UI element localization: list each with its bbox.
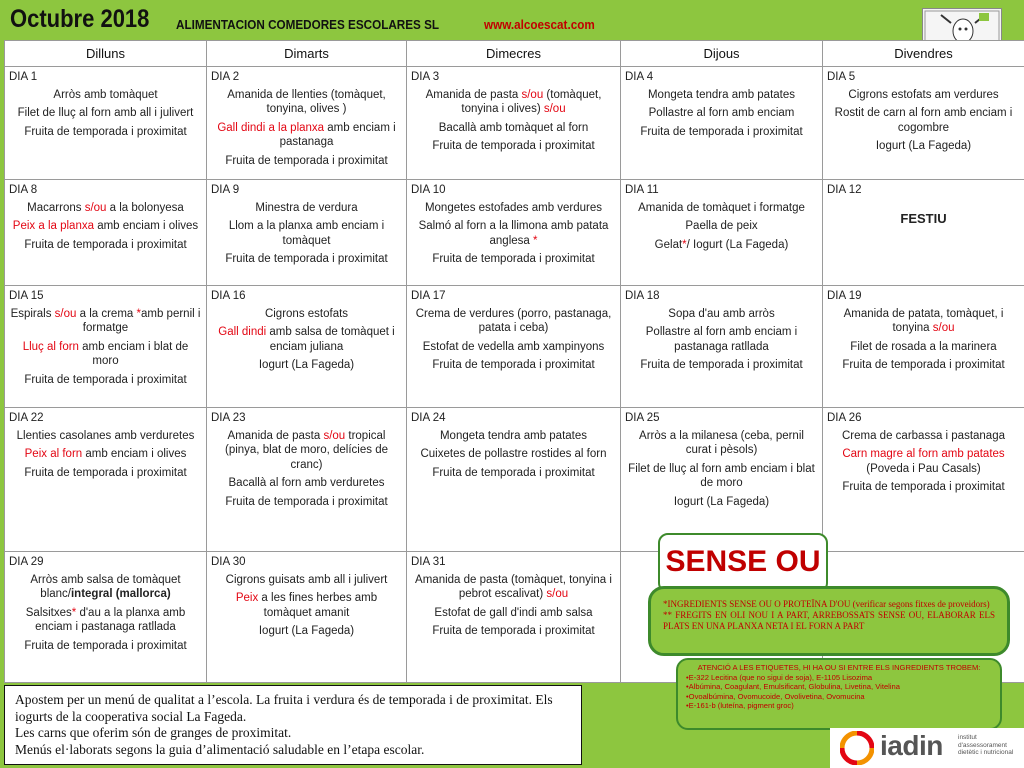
dish-text: amb enciam i pastanaga — [279, 121, 396, 148]
highlighted-text: Lluç al forn — [22, 340, 79, 353]
dish-line — [411, 429, 616, 444]
dish-text: Gelat — [654, 238, 683, 251]
week-row — [5, 180, 1024, 286]
highlighted-text: Peix a la planxa — [12, 220, 94, 232]
dish-text: Pollastre al forn amb enciam i pastanaga ratllada — [645, 326, 798, 353]
highlighted-text: s/ou — [543, 103, 566, 115]
dish-text: Amanida de pasta — [425, 88, 522, 101]
day-cell — [207, 552, 407, 683]
dish-line — [9, 447, 202, 462]
week-row — [5, 286, 1024, 408]
dish-line — [411, 624, 616, 639]
dish-text: Fruita de temporada i proximitat — [24, 238, 187, 251]
day-number: DIA 1 — [9, 71, 38, 83]
dish-line — [625, 429, 818, 458]
dish-line — [411, 139, 616, 154]
dish-text: Arròs amb tomàquet — [53, 88, 158, 101]
dish-text: Mongeta tendra amb patates — [647, 88, 796, 101]
dish-line — [625, 219, 818, 234]
dish-text: Paella de peix — [685, 220, 758, 232]
day-cell — [407, 286, 621, 408]
day-cell — [5, 408, 207, 552]
dish-line — [411, 307, 616, 336]
highlighted-text: * — [136, 307, 141, 320]
dish-text: Bacallà amb tomàquet al forn — [438, 121, 589, 134]
info-line: Menús el·laborats segons la guia d’alimentació saludable en l’etapa escolar. — [15, 741, 425, 757]
day-cell — [621, 67, 823, 180]
dish-text: Fruita de temporada i proximitat — [640, 359, 803, 371]
dish-text: Cuixetes de pollastre rostides al forn — [420, 448, 607, 460]
company-name: ALIMENTACION COMEDORES ESCOLARES SL — [176, 17, 440, 32]
info-line: Apostem per un menú de qualitat a l’escola. La fruita i verdura és de temporada i de proximitat. Els iogurts de la cooperativa social La Fageda. — [15, 692, 553, 724]
dish-line — [827, 340, 1020, 355]
dish-text: Fruita de temporada i proximitat — [24, 466, 187, 479]
label-warning-note — [676, 658, 1002, 730]
egg-free-note-line: ** FREGITS EN OLI NOU I A PART, ARREBOSSATS SENSE OU, ELABORAR ELS PLATS EN UNA PLANXA NETA I EL FORN A PART — [663, 610, 995, 631]
weekday-header: Dimecres — [407, 41, 621, 67]
egg-free-note-text — [663, 599, 995, 632]
dish-line — [827, 88, 1020, 103]
highlighted-text: Peix al forn — [24, 448, 83, 460]
dish-text: Mongetes estofades amb verdures — [424, 201, 603, 214]
dish-line — [211, 88, 402, 117]
dish-line — [625, 125, 818, 140]
dish-text: Arròs a la milanesa (ceba, pernil curat i pèsols) — [639, 429, 804, 456]
dish-line — [211, 307, 402, 322]
week-row — [5, 408, 1024, 552]
dish-line — [211, 476, 402, 491]
dish-text: Fruita de temporada i proximitat — [225, 495, 388, 508]
dish-text: Estofat de gall d'indi amb salsa — [434, 606, 593, 619]
day-number: DIA 12 — [827, 184, 862, 196]
day-number: DIA 31 — [411, 556, 446, 568]
dish-text: Llom a la planxa amb enciam i tomàquet — [228, 220, 385, 247]
dish-line — [9, 88, 202, 103]
day-cell — [823, 286, 1024, 408]
dish-line — [9, 125, 202, 140]
dish-text: amb enciam i olives — [82, 448, 187, 460]
day-number: DIA 29 — [9, 556, 44, 568]
dish-text: integral (mallorca) — [70, 588, 171, 600]
dish-line — [625, 106, 818, 121]
label-warning-item: •Ovoalbúmina, Ovomucoide, Ovolivetina, Ovomucina — [686, 691, 865, 701]
header — [0, 0, 1024, 40]
day-cell — [823, 408, 1024, 552]
website-link[interactable]: www.alcoescat.com — [484, 17, 595, 32]
dish-line — [827, 139, 1020, 154]
weekday-header: Dilluns — [5, 41, 207, 67]
dish-text: Rostit de carn al forn amb enciam i cogombre — [834, 107, 1013, 134]
week-row — [5, 67, 1024, 180]
dish-text: tropical (pinya, blat de moro, delícies de cranc) — [224, 429, 388, 471]
dish-line — [211, 624, 402, 639]
dish-line — [9, 573, 202, 602]
highlighted-text: s/ou — [54, 307, 77, 320]
dish-line — [625, 358, 818, 373]
day-cell — [5, 180, 207, 286]
dish-line — [9, 639, 202, 654]
dish-line — [625, 238, 818, 253]
dish-line — [411, 201, 616, 216]
day-cell — [207, 180, 407, 286]
dish-line — [9, 238, 202, 253]
dish-text: Pollastre al forn amb enciam — [648, 107, 795, 119]
day-cell — [823, 180, 1024, 286]
egg-free-note-line: *INGREDIENTS SENSE OU O PROTEÏNA D'OU (verificar segons fitxes de proveidors) — [663, 599, 990, 609]
dish-text: Minestra de verdura — [255, 201, 358, 214]
dish-line — [9, 429, 202, 444]
dish-text: Fruita de temporada i proximitat — [432, 253, 595, 265]
highlighted-text: * — [533, 234, 538, 247]
dish-text: a la bolonyesa — [106, 201, 184, 214]
dish-text: Fruita de temporada i proximitat — [432, 625, 595, 637]
weekday-header: Divendres — [823, 41, 1024, 67]
day-number: DIA 2 — [211, 71, 240, 83]
dish-text: Crema de verdures (porro, pastanaga, patata i ceba) — [415, 307, 612, 334]
label-warning-item: •E-322 Lecitina (que no sigui de soja), E-1105 Lisozima — [686, 672, 873, 682]
dish-text: Iogurt (La Fageda) — [258, 359, 355, 371]
dish-line — [211, 252, 402, 267]
dish-text: Crema de carbassa i pastanaga — [841, 429, 1005, 442]
day-number: DIA 4 — [625, 71, 654, 83]
dish-text: Filet de lluç al forn amb enciam i blat de moro — [628, 462, 815, 489]
iadin-circle-icon — [840, 731, 874, 765]
dish-text: Salsitxes — [25, 606, 72, 619]
dish-line — [211, 573, 402, 588]
dish-text: Cigrons estofats — [264, 307, 349, 320]
highlighted-text: Carn magre al forn amb patates — [842, 448, 1005, 460]
dish-text: amb enciam i blat de moro — [78, 340, 189, 367]
dish-line — [411, 358, 616, 373]
label-warning-item: •Albúmina, Coagulant, Emulsificant, Globulina, Livetina, Vitelina — [686, 682, 900, 692]
dish-line — [625, 462, 818, 491]
dish-line — [411, 340, 616, 355]
dish-text: Llenties casolanes amb verduretes — [16, 429, 195, 442]
dish-line — [625, 201, 818, 216]
dish-text: Fruita de temporada i proximitat — [432, 359, 595, 371]
dish-text: Fruita de temporada i proximitat — [640, 125, 803, 138]
day-number: DIA 3 — [411, 71, 440, 83]
dish-line — [9, 307, 202, 336]
label-warning-item: •E-161-b (luteína, pigment groc) — [686, 701, 794, 711]
holiday-label: FESTIU — [900, 210, 947, 226]
dish-line — [827, 358, 1020, 373]
day-cell — [407, 408, 621, 552]
dish-text: amb pernil i formatge — [82, 307, 201, 334]
info-box — [4, 685, 582, 765]
dish-line — [9, 201, 202, 216]
dish-line — [625, 325, 818, 354]
dish-line — [211, 121, 402, 150]
highlighted-text: Peix — [235, 592, 259, 604]
sense-ou-banner: SENSE OU — [658, 533, 828, 593]
dish-text: / Iogurt (La Fageda) — [686, 238, 789, 251]
day-number: DIA 22 — [9, 412, 44, 424]
day-cell — [621, 408, 823, 552]
dish-text: a la crema — [76, 307, 137, 320]
dish-text: Estofat de vedella amb xampinyons — [422, 340, 605, 353]
dish-text: Sopa d'au amb arròs — [668, 307, 775, 320]
highlighted-text: s/ou — [323, 429, 346, 442]
dish-text: Cigrons estofats am verdures — [848, 88, 999, 101]
dish-line — [211, 219, 402, 248]
dish-line — [411, 606, 616, 621]
day-cell — [621, 180, 823, 286]
dish-line — [827, 307, 1020, 336]
dish-line — [827, 480, 1020, 495]
info-line: Les carns que oferim són de granges de proximitat. — [15, 725, 292, 740]
dish-text: Arròs amb salsa de tomàquet blanc/ — [30, 573, 181, 600]
dish-line — [9, 219, 202, 234]
highlighted-text: Gall dindi — [218, 326, 267, 338]
dish-line — [411, 573, 616, 602]
weekday-header: Dijous — [621, 41, 823, 67]
dish-text: Macarrons — [27, 201, 85, 214]
dish-line — [411, 466, 616, 481]
highlighted-text: s/ou — [84, 201, 107, 214]
dish-text: d'au a la planxa amb enciam i pastanaga ratllada — [35, 606, 186, 633]
day-number: DIA 17 — [411, 290, 446, 302]
iadin-subtitle: institut d'assessorament dietètic i nutricional — [958, 734, 1014, 756]
highlighted-text: * — [682, 238, 687, 251]
day-cell — [207, 286, 407, 408]
dish-line — [9, 606, 202, 635]
day-cell — [207, 408, 407, 552]
dish-line — [625, 307, 818, 322]
dish-text: Amanida de tomàquet i formatge — [638, 201, 805, 214]
iadin-brand: iadin — [880, 730, 943, 761]
dish-text: Espirals — [10, 307, 55, 320]
day-number: DIA 8 — [9, 184, 38, 196]
iadin-logo — [830, 728, 1024, 768]
dish-line — [211, 591, 402, 620]
dish-line — [411, 252, 616, 267]
day-number: DIA 10 — [411, 184, 446, 196]
dish-text: Filet de rosada a la marinera — [850, 340, 997, 353]
dish-text: (tomàquet, tonyina i olives) — [461, 88, 602, 115]
highlighted-text: s/ou — [932, 322, 955, 334]
day-number: DIA 11 — [625, 184, 659, 196]
dish-line — [211, 154, 402, 169]
dish-text: amb salsa de tomàquet i enciam juliana — [266, 326, 395, 353]
dish-line — [827, 429, 1020, 444]
day-cell — [207, 67, 407, 180]
weekday-header: Dimarts — [207, 41, 407, 67]
dish-text: Fruita de temporada i proximitat — [225, 154, 388, 167]
highlighted-text: s/ou — [546, 588, 569, 600]
dish-text: Fruita de temporada i proximitat — [432, 140, 595, 152]
dish-line — [9, 106, 202, 121]
dish-line — [411, 121, 616, 136]
dish-line — [9, 373, 202, 388]
dish-line — [9, 340, 202, 369]
dish-text: Amanida de pasta — [227, 429, 324, 442]
dish-text: Iogurt (La Fageda) — [673, 495, 770, 508]
dish-line — [827, 447, 1020, 476]
dish-line — [9, 466, 202, 481]
dish-line — [411, 219, 616, 248]
dish-text: Iogurt (La Fageda) — [875, 140, 972, 152]
day-cell — [407, 552, 621, 683]
dish-line — [211, 358, 402, 373]
dish-text: Amanida de llenties (tomàquet, tonyina, olives ) — [227, 88, 386, 115]
dish-text: Fruita de temporada i proximitat — [225, 253, 388, 265]
dish-text: Fruita de temporada i proximitat — [842, 359, 1005, 371]
dish-text: Bacallà al forn amb verduretes — [228, 477, 385, 489]
day-cell — [407, 180, 621, 286]
page-title: Octubre 2018 — [10, 5, 150, 33]
dish-text: Fruita de temporada i proximitat — [24, 639, 187, 652]
highlighted-text: Gall dindi a la planxa — [217, 121, 325, 134]
dish-text: Cigrons guisats amb all i julivert — [225, 573, 388, 586]
dish-line — [211, 429, 402, 473]
dish-text: (Poveda i Pau Casals) — [866, 462, 981, 475]
dish-text: Amanida de pasta (tomàquet, tonyina i pebrot escalivat) — [415, 573, 612, 600]
egg-free-note — [648, 586, 1010, 656]
day-cell — [5, 67, 207, 180]
day-cell — [621, 286, 823, 408]
dish-text: Fruita de temporada i proximitat — [842, 481, 1005, 493]
dish-line — [625, 88, 818, 103]
day-cell — [5, 552, 207, 683]
day-number: DIA 15 — [9, 290, 44, 302]
dish-line — [211, 325, 402, 354]
day-number: DIA 16 — [211, 290, 246, 302]
day-number: DIA 9 — [211, 184, 240, 196]
dish-text: Fruita de temporada i proximitat — [24, 125, 187, 138]
day-cell — [5, 286, 207, 408]
dish-text: Filet de lluç al forn amb all i julivert — [17, 107, 194, 119]
dish-line — [411, 447, 616, 462]
day-number: DIA 18 — [625, 290, 660, 302]
highlighted-text: s/ou — [521, 88, 544, 101]
day-number: DIA 23 — [211, 412, 246, 424]
dish-line — [625, 495, 818, 510]
day-number: DIA 26 — [827, 412, 862, 424]
dish-text: Salmó al forn a la llimona amb patata anglesa — [418, 220, 609, 247]
dish-line — [827, 106, 1020, 135]
dish-line — [411, 88, 616, 117]
day-cell — [407, 67, 621, 180]
dish-line — [211, 201, 402, 216]
day-number: DIA 5 — [827, 71, 856, 83]
day-number: DIA 25 — [625, 412, 660, 424]
dish-text: Amanida de patata, tomàquet, i tonyina — [843, 307, 1004, 334]
day-number: DIA 30 — [211, 556, 246, 568]
dish-line — [211, 495, 402, 510]
day-cell — [823, 67, 1024, 180]
dish-text: a les fines herbes amb tomàquet amanit — [258, 592, 378, 619]
weekday-header-row — [5, 41, 1024, 67]
day-number: DIA 24 — [411, 412, 446, 424]
dish-text: amb enciam i olives — [94, 220, 199, 232]
dish-text: Mongeta tendra amb patates — [439, 429, 588, 442]
day-number: DIA 19 — [827, 290, 862, 302]
dish-text: Iogurt (La Fageda) — [258, 625, 355, 637]
highlighted-text: * — [71, 606, 77, 619]
dish-text: Fruita de temporada i proximitat — [24, 373, 187, 386]
label-warning-title: ATENCIÓ A LES ETIQUETES, HI HA OU SI ENTRE ELS INGREDIENTS TROBEM: — [697, 663, 981, 672]
dish-text: Fruita de temporada i proximitat — [432, 466, 595, 479]
